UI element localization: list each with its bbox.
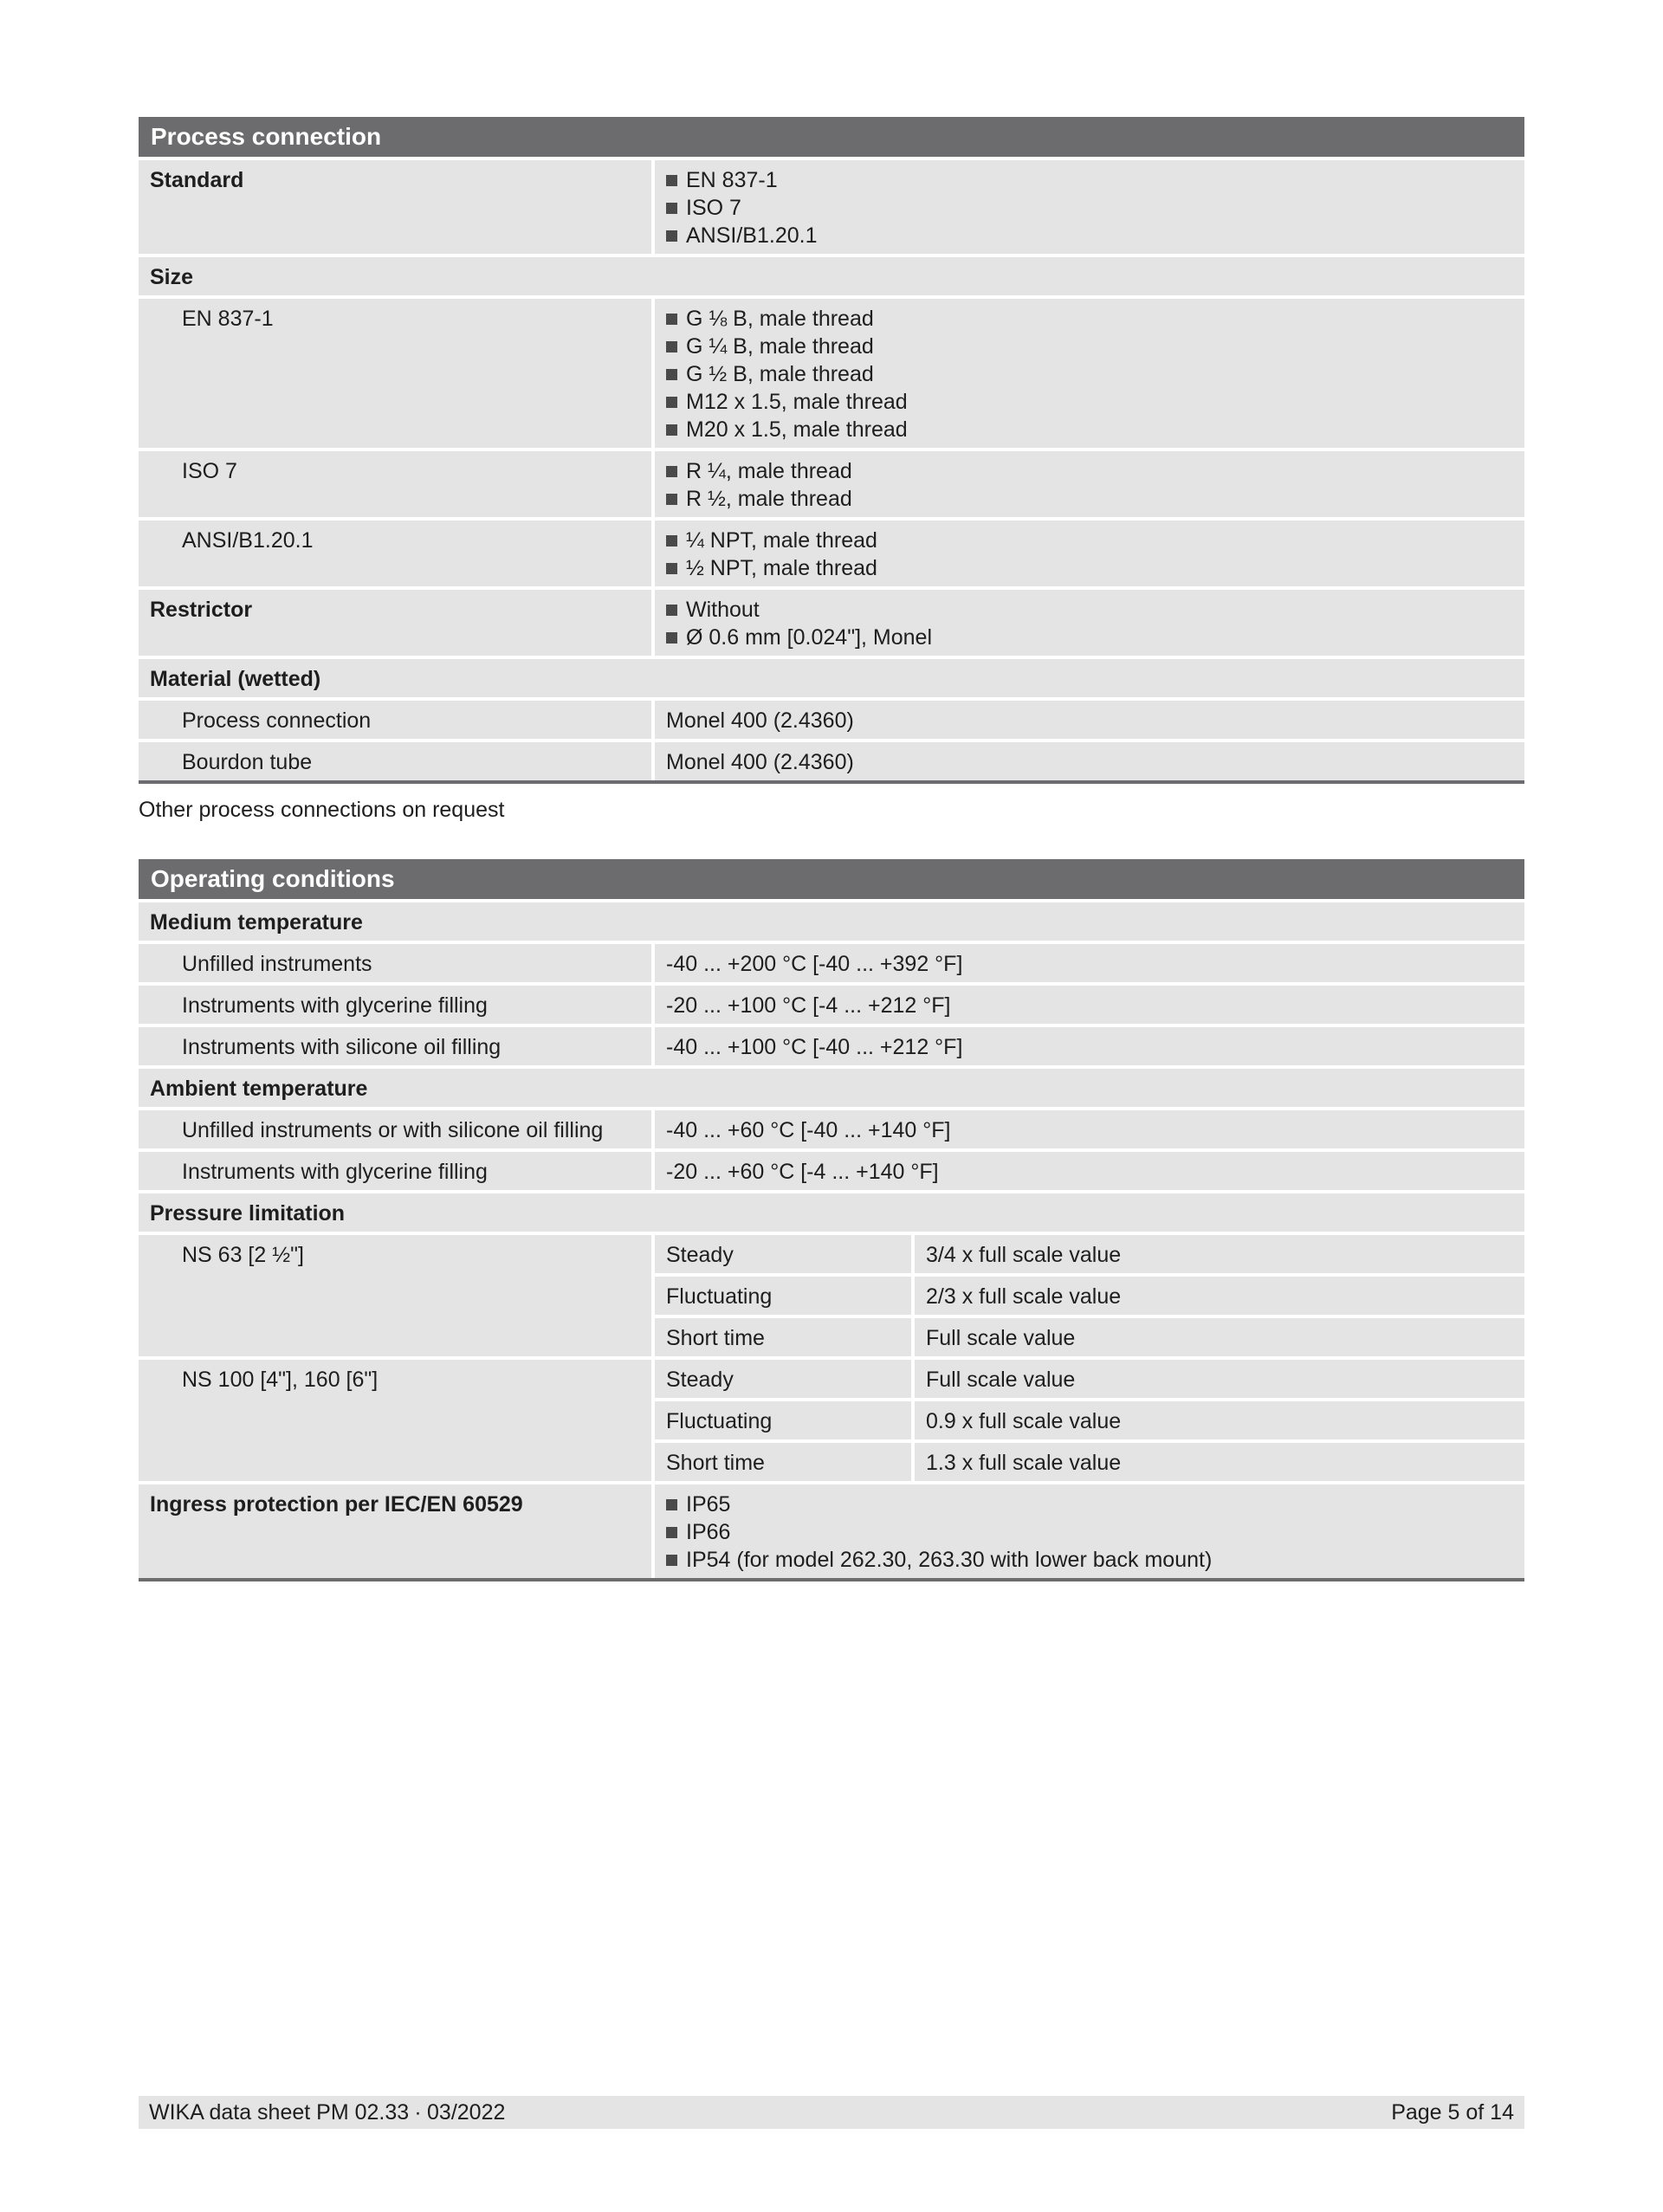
table-row (655, 1360, 1524, 1398)
load-type: Steady (655, 1235, 911, 1273)
square-bullet-icon (666, 341, 677, 352)
table-row (139, 1152, 1524, 1190)
table-bottom-rule (139, 780, 1524, 784)
table-row (139, 944, 1524, 982)
list-item: R ¼, male thread (666, 457, 1513, 485)
table-row (655, 1318, 1524, 1356)
bullet-list (655, 451, 1524, 517)
row-label: Ambient temperature (139, 1069, 1524, 1107)
square-bullet-icon (666, 466, 677, 477)
square-bullet-icon (666, 203, 677, 214)
row-label: Instruments with silicone oil filling (139, 1027, 651, 1065)
row-label: Pressure limitation (139, 1193, 1524, 1232)
table-row-ingress-protection (139, 1484, 1524, 1578)
row-label: Bourdon tube (139, 742, 651, 780)
table-row-pressure-limitation (139, 1193, 1524, 1232)
table-row (139, 986, 1524, 1024)
list-item: IP66 (666, 1518, 1513, 1546)
square-bullet-icon (666, 605, 677, 616)
row-value: -40 ... +200 °C [-40 ... +392 °F] (655, 944, 1524, 982)
square-bullet-icon (666, 314, 677, 325)
list-item: M12 x 1.5, male thread (666, 388, 1513, 416)
list-item: IP65 (666, 1491, 1513, 1518)
square-bullet-icon (666, 535, 677, 547)
list-item: R ½, male thread (666, 485, 1513, 513)
row-label: EN 837-1 (139, 299, 651, 448)
table-row (139, 451, 1524, 517)
table-row (139, 299, 1524, 448)
list-item: IP54 (for model 262.30, 263.30 with lower back mount) (666, 1546, 1513, 1574)
table-row (655, 1277, 1524, 1315)
row-label: Instruments with glycerine filling (139, 1152, 651, 1190)
row-label: Unfilled instruments or with silicone oil filling (139, 1110, 651, 1148)
row-label: NS 100 [4"], 160 [6"] (139, 1360, 651, 1481)
bullet-list (655, 521, 1524, 586)
list-item: ½ NPT, male thread (666, 554, 1513, 582)
row-label: Unfilled instruments (139, 944, 651, 982)
footer-document-id: WIKA data sheet PM 02.33 ∙ 03/2022 (149, 2100, 506, 2125)
row-value: Monel 400 (2.4360) (655, 701, 1524, 739)
square-bullet-icon (666, 369, 677, 380)
list-item: ISO 7 (666, 194, 1513, 222)
row-label: Instruments with glycerine filling (139, 986, 651, 1024)
row-label: Material (wetted) (139, 659, 1524, 697)
list-item: M20 x 1.5, male thread (666, 416, 1513, 443)
load-type: Fluctuating (655, 1277, 911, 1315)
page-footer (139, 2096, 1524, 2129)
square-bullet-icon (666, 632, 677, 644)
row-label: ISO 7 (139, 451, 651, 517)
load-type: Short time (655, 1318, 911, 1356)
load-value: 2/3 x full scale value (915, 1277, 1524, 1315)
sub-table (655, 1360, 1524, 1481)
list-item: G ⅛ B, male thread (666, 305, 1513, 333)
section-header: Operating conditions (139, 859, 1524, 899)
bullet-list (655, 1484, 1524, 1578)
row-value: Monel 400 (2.4360) (655, 742, 1524, 780)
row-label: Restrictor (139, 590, 651, 656)
square-bullet-icon (666, 563, 677, 574)
bullet-list (655, 160, 1524, 254)
operating-conditions-table (139, 859, 1524, 1581)
load-value: 0.9 x full scale value (915, 1401, 1524, 1439)
list-item: Without (666, 596, 1513, 624)
table-row-group (139, 1235, 1524, 1356)
row-label: ANSI/B1.20.1 (139, 521, 651, 586)
footnote: Other process connections on request (139, 798, 505, 822)
table-row-material (139, 659, 1524, 697)
bullet-list (655, 590, 1524, 656)
list-item: ¼ NPT, male thread (666, 527, 1513, 554)
bullet-list (655, 299, 1524, 448)
list-item: ANSI/B1.20.1 (666, 222, 1513, 249)
table-row (655, 1235, 1524, 1273)
footer-page-number: Page 5 of 14 (1391, 2100, 1514, 2125)
table-row (139, 1110, 1524, 1148)
table-row-standard (139, 160, 1524, 254)
table-row (139, 742, 1524, 780)
square-bullet-icon (666, 397, 677, 408)
table-row (655, 1401, 1524, 1439)
load-type: Short time (655, 1443, 911, 1481)
square-bullet-icon (666, 494, 677, 505)
square-bullet-icon (666, 1527, 677, 1538)
row-label: Ingress protection per IEC/EN 60529 (139, 1484, 651, 1578)
table-row-restrictor (139, 590, 1524, 656)
list-item: EN 837-1 (666, 166, 1513, 194)
process-connection-table (139, 117, 1524, 824)
row-value: -40 ... +100 °C [-40 ... +212 °F] (655, 1027, 1524, 1065)
sub-table (655, 1235, 1524, 1356)
section-header: Process connection (139, 117, 1524, 157)
list-item: G ¼ B, male thread (666, 333, 1513, 360)
table-bottom-rule (139, 1578, 1524, 1581)
row-label: Size (139, 257, 1524, 295)
row-label: Standard (139, 160, 651, 254)
table-row (139, 701, 1524, 739)
list-item: Ø 0.6 mm [0.024"], Monel (666, 624, 1513, 651)
table-row (139, 1027, 1524, 1065)
table-row (139, 521, 1524, 586)
square-bullet-icon (666, 1499, 677, 1510)
square-bullet-icon (666, 175, 677, 186)
row-label: Medium temperature (139, 902, 1524, 941)
table-row-size (139, 257, 1524, 295)
load-type: Fluctuating (655, 1401, 911, 1439)
load-value: 3/4 x full scale value (915, 1235, 1524, 1273)
load-type: Steady (655, 1360, 911, 1398)
row-label: Process connection (139, 701, 651, 739)
row-value: -20 ... +60 °C [-4 ... +140 °F] (655, 1152, 1524, 1190)
square-bullet-icon (666, 1555, 677, 1566)
square-bullet-icon (666, 424, 677, 436)
square-bullet-icon (666, 230, 677, 242)
list-item: G ½ B, male thread (666, 360, 1513, 388)
load-value: 1.3 x full scale value (915, 1443, 1524, 1481)
load-value: Full scale value (915, 1360, 1524, 1398)
load-value: Full scale value (915, 1318, 1524, 1356)
row-label: NS 63 [2 ½"] (139, 1235, 651, 1356)
table-row-medium-temperature (139, 902, 1524, 941)
table-row (655, 1443, 1524, 1481)
table-row-group (139, 1360, 1524, 1481)
table-row-ambient-temperature (139, 1069, 1524, 1107)
row-value: -40 ... +60 °C [-40 ... +140 °F] (655, 1110, 1524, 1148)
row-value: -20 ... +100 °C [-4 ... +212 °F] (655, 986, 1524, 1024)
